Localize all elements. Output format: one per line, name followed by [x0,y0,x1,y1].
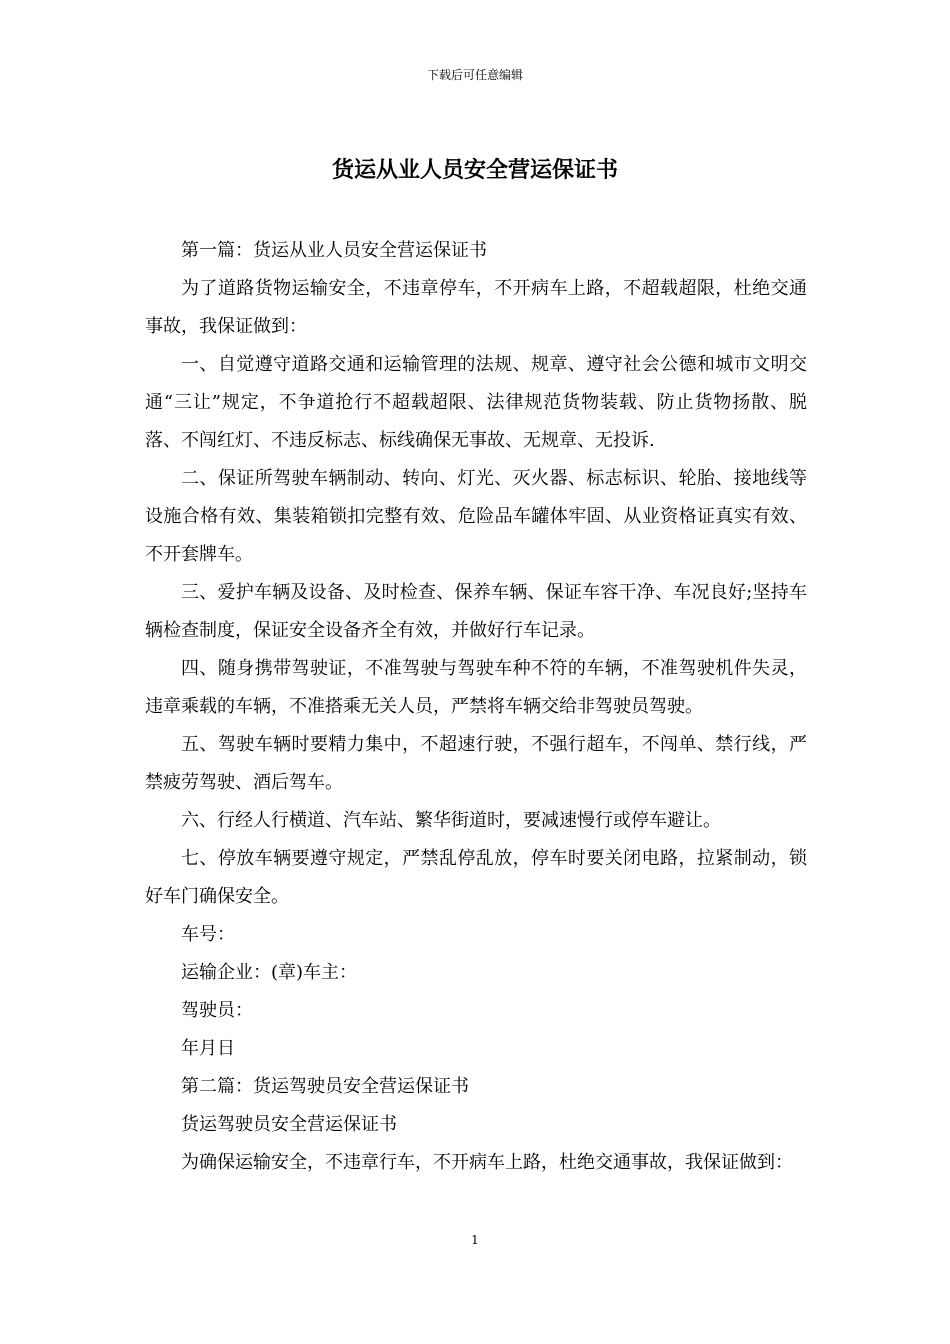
page-number: 1 [471,1233,479,1247]
paragraph: 七、停放车辆要遵守规定，严禁乱停乱放，停车时要关闭电路，拉紧制动，锁好车门确保安全。 [145,848,807,907]
paragraph: 一、自觉遵守道路交通和运输管理的法规、规章、遵守社会公德和城市文明交通“三让”规定，不争道抢行不超载超限、法律规范货物装载、防止货物扬散、脱落、不闯红灯、不违反标志、标线确保无事故、无规章、无投诉. [145,354,807,451]
paragraph: 为确保运输安全，不违章行车，不开病车上路，杜绝交通事故，我保证做到： [181,1152,793,1173]
paragraph: 三、爱护车辆及设备、及时检查、保养车辆、保证车容干净、车况良好;坚持车辆检查制度，保证安全设备齐全有效，并做好行车记录。 [145,582,807,641]
paragraph: 驾驶员： [181,1000,253,1021]
paragraph: 第二篇：货运驾驶员安全营运保证书 [181,1076,469,1097]
document-title: 货运从业人员安全营运保证书 [331,157,618,183]
paragraph: 六、行经人行横道、汽车站、繁华街道时，要减速慢行或停车避让。 [181,810,721,831]
paragraph: 运输企业：(章)车主： [181,962,358,983]
paragraph: 二、保证所驾驶车辆制动、转向、灯光、灭火器、标志标识、轮胎、接地线等设施合格有效、集装箱锁扣完整有效、危险品车罐体牢固、从业资格证真实有效、不开套牌车。 [145,468,807,565]
paragraph: 车号： [181,924,235,945]
paragraph: 年月日 [181,1038,235,1059]
paragraph: 货运驾驶员安全营运保证书 [181,1114,397,1135]
paragraph: 为了道路货物运输安全，不违章停车，不开病车上路，不超载超限，杜绝交通事故，我保证做到： [145,278,807,337]
document-body [145,232,807,1182]
paragraph: 四、随身携带驾驶证，不准驾驶与驾驶车种不符的车辆，不准驾驶机件失灵，违章乘载的车辆，不准搭乘无关人员，严禁将车辆交给非驾驶员驾驶。 [145,658,807,717]
paragraph: 五、驾驶车辆时要精力集中，不超速行驶，不强行超车，不闯单、禁行线，严禁疲劳驾驶、酒后驾车。 [145,734,807,793]
paragraph: 第一篇：货运从业人员安全营运保证书 [181,240,487,261]
header-note: 下载后可任意编辑 [426,68,523,82]
